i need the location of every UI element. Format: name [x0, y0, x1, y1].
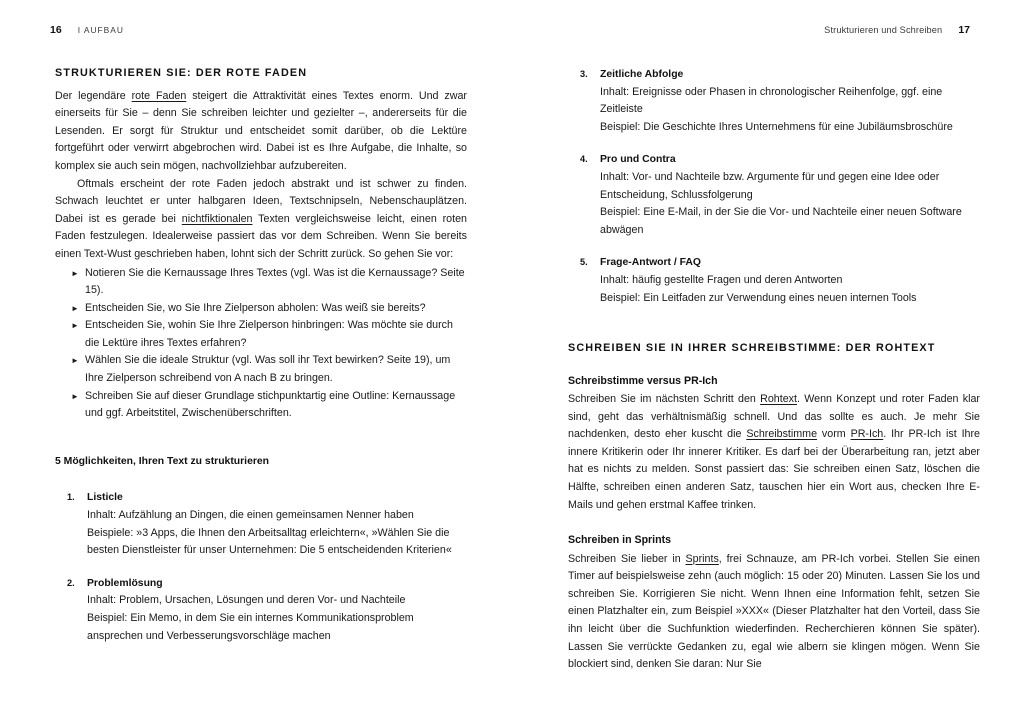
list-item	[55, 265, 467, 300]
left-column	[55, 66, 467, 660]
sub1-part-c: vorm	[817, 428, 851, 441]
arrow-bullet-icon: ►	[71, 356, 79, 366]
item-title: Pro und Contra	[600, 154, 676, 166]
list-item	[55, 388, 467, 423]
right-section-heading: SCHREIBEN SIE IN IHRER SCHREIBSTIMME: DER ROHTEXT	[568, 342, 936, 355]
list-item	[55, 300, 467, 318]
spacer	[55, 423, 467, 453]
numbered-list-item	[568, 151, 980, 239]
item-line: Beispiel: Eine E-Mail, in der Sie die Vor- und Nachteile einer neuen Software abwägen	[600, 206, 962, 236]
spacer	[568, 363, 980, 374]
term-schreibstimme[interactable]: Schreibstimme	[746, 428, 818, 441]
item-title: Frage-Antwort / FAQ	[600, 257, 702, 269]
paragraph-2-part-a: Oftmals erscheint der rote Faden jedoch abstrakt und ist schwer zu finden. Schwach leuchtet er unter halbgaren Ideen, Textschnipseln, Nebenschauplätzen. Dabei ist es gerade bei	[55, 177, 467, 225]
numbered-list-item	[55, 489, 467, 559]
sub2-part-a: Schreiben Sie lieber in	[568, 552, 686, 565]
sub1-part-b: . Wenn Konzept und roter Faden klar sind, geht das verhältnismäßig schnell. Und das sollte es auch. Je mehr Sie nachdenken, desto eher kuscht die	[568, 393, 980, 441]
arrow-bullet-icon: ►	[71, 391, 79, 401]
item-number: 4.	[580, 154, 588, 165]
right-paragraph-2	[568, 551, 980, 674]
bullet-text: Entscheiden Sie, wo Sie Ihre Zielperson abholen: Was weiß sie bereits?	[85, 301, 426, 314]
item-number: 1.	[67, 492, 75, 503]
subheading-schreibstimme: Schreibstimme versus PR-Ich	[568, 374, 718, 387]
arrow-bullet-icon: ►	[71, 321, 79, 331]
bullet-text: Entscheiden Sie, wohin Sie Ihre Zielperson hinbringen: Was möchte sie durch die Lektüre ihres Textes erfahren?	[85, 319, 453, 349]
running-head-left	[50, 24, 124, 36]
paragraph-2-part-b: Texten vergleichsweise leicht, einen roten Faden festzulegen. Idealerweise passiert das vor dem Schreiben. Wenn Sie bereits einen Text-Wust geschrieben haben, lohnt sich der Schritt zurück. So gehen Sie vor:	[55, 212, 467, 260]
sub1-part-a: Schreiben Sie im nächsten Schritt den	[568, 393, 761, 406]
running-head-left-label: I AUFBAU	[77, 25, 124, 35]
item-line: Inhalt: häufig gestellte Fragen und deren Antworten	[600, 273, 843, 286]
item-line: Inhalt: Aufzählung an Dingen, die einen gemeinsamen Nenner haben	[87, 509, 414, 522]
item-line: Inhalt: Problem, Ursachen, Lösungen und deren Vor- und Nachteile	[87, 594, 406, 607]
term-pr-ich[interactable]: PR-Ich	[850, 428, 884, 441]
bullet-text: Notieren Sie die Kernaussage Ihres Textes (vgl. Was ist die Kernaussage? Seite 15).	[85, 266, 465, 297]
numbered-list-item	[568, 66, 980, 136]
right-paragraph-1	[568, 391, 980, 514]
left-list-intro-heading: 5 Möglichkeiten, Ihren Text zu strukturieren	[55, 455, 270, 467]
item-line: Beispiele: »3 Apps, die Ihnen den Arbeitsalltag erleichtern«, »Wählen Sie die besten Dienstleister für unser Unternehmen: Die 5 entscheidenden Kriterien«	[87, 526, 452, 557]
right-numbered-list	[568, 66, 980, 307]
list-item	[55, 317, 467, 352]
term-rote-faden[interactable]: rote Faden	[131, 89, 187, 102]
running-head-right-label: Strukturieren und Schreiben	[824, 25, 943, 35]
numbered-list-item	[55, 575, 467, 645]
left-paragraph-2	[55, 176, 467, 264]
sub1-part-d: . Ihr PR-Ich ist Ihre innere Kritikerin oder Ihr innerer Kritiker. Es darf bei der Überarbeitung ran, jetzt aber hat es nichts zu melden. Sonst passiert das: Sie schreiben einen Satz, löschen die Hälfte, schreiben einen anderen Satz, tauschen hier ein Wort aus, checken Ihre E-Mails und gehen erstmal Kaffee trinken.	[568, 428, 980, 511]
term-sprints[interactable]: Sprints	[685, 552, 719, 565]
running-head-right	[824, 24, 970, 36]
left-numbered-list	[55, 489, 467, 645]
right-column	[568, 66, 980, 674]
term-nichtfiktionalen[interactable]: nichtfiktionalen	[181, 212, 253, 225]
sub2-part-b: , frei Schnauze, am PR-Ich vorbei. Stellen Sie einen Timer auf beispielsweise zehn (auch möglich: 15 oder 20) Minuten. Lassen Sie los und schreiben Sie. Korrigieren Sie nicht. Wenn Ihnen eine Information fehlt, setzen Sie einen Platzhalter ein, zum Beispiel »XXX« (Dieser Platzhalter hat den Vorteil, dass Sie ihn leicht über die Suchfunktion wiederfinden. Recherchieren können Sie später). Lassen Sie verrückte Gedanken zu, egal wie albern sie klingen mögen. Wenn Sie blockiert sind, denken Sie daran: Nur Sie	[568, 552, 980, 671]
subheading-sprints: Schreiben in Sprints	[568, 534, 672, 547]
bullet-text: Schreiben Sie auf dieser Grundlage stichpunktartig eine Outline: Kernaussage und ggf. Arbeitstitel, Zwischenüberschriften.	[85, 389, 456, 420]
left-paragraph-1	[55, 88, 467, 176]
arrow-bullet-icon: ►	[71, 303, 79, 313]
bullet-text: Wählen Sie die ideale Struktur (vgl. Was soll ihr Text bewirken? Seite 19), um Ihre Zielperson schreibend von A nach B zu bringen.	[85, 354, 451, 385]
item-title: Zeitliche Abfolge	[600, 69, 684, 80]
left-bullet-list	[55, 265, 467, 423]
list-item	[55, 352, 467, 387]
page-number-right: 17	[958, 24, 970, 36]
item-title: Listicle	[87, 492, 123, 504]
item-number: 3.	[580, 69, 588, 79]
item-line: Inhalt: Vor- und Nachteile bzw. Argumente für und gegen eine Idee oder Entscheidung, Schlussfolgerung	[600, 170, 940, 201]
paragraph-1-part-b: steigert die Attraktivität eines Textes enorm. Und zwar einerseits für Sie – denn Sie schreiben leichter und gezielter –, andererseits für die Lesenden. Er sorgt für Struktur und entscheidet somit darüber, ob die Lektüre fortgeführt oder verwirrt abgebrochen wird. Dabei ist es Ihre Aufgabe, die Inhalte, so komplex sie auch sein mögen, nachvollziehbar aufzubereiten.	[55, 89, 467, 172]
item-line: Inhalt: Ereignisse oder Phasen in chronologischer Reihenfolge, ggf. eine Zeitleiste	[600, 85, 943, 116]
page-number-left: 16	[50, 24, 62, 36]
term-rohtext[interactable]: Rohtext	[760, 393, 797, 406]
spacer	[568, 514, 980, 533]
paragraph-1-part-a: Der legendäre	[55, 89, 132, 102]
left-section-heading: STRUKTURIEREN SIE: DER ROTE FADEN	[55, 67, 308, 79]
item-number: 2.	[67, 577, 75, 588]
spacer	[55, 470, 467, 489]
item-line: Beispiel: Die Geschichte Ihres Unternehmens für eine Jubiläumsbroschüre	[600, 120, 953, 133]
item-title: Problemlösung	[87, 577, 163, 589]
arrow-bullet-icon: ►	[71, 268, 79, 278]
numbered-list-item	[568, 254, 980, 307]
item-number: 5.	[580, 257, 588, 268]
spacer	[568, 322, 980, 341]
item-line: Beispiel: Ein Leitfaden zur Verwendung eines neuen internen Tools	[600, 291, 917, 304]
item-line: Beispiel: Ein Memo, in dem Sie ein internes Kommunikationsproblem ansprechen und Verbesserungsvorschläge machen	[87, 612, 414, 642]
